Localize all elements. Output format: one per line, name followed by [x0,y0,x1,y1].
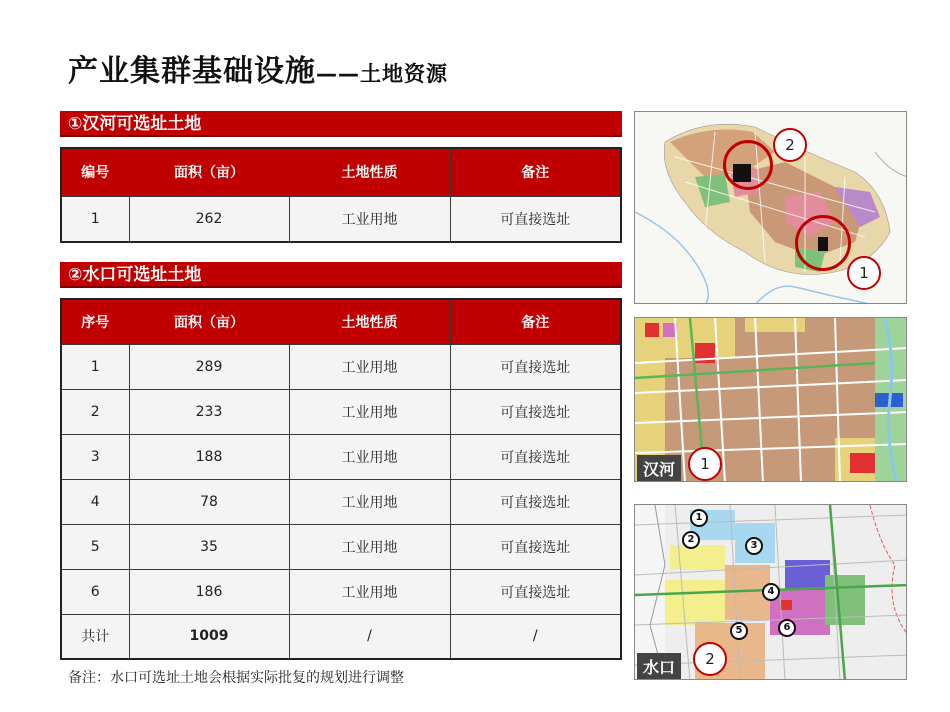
page-title-sub: ——土地资源 [316,62,448,86]
table-cell: 工业用地 [289,434,450,479]
site-marker-1: 1 [847,256,881,290]
table-row [61,524,621,569]
column-header: 面积（亩） [129,299,289,344]
table-cell: 6 [61,569,129,614]
table-cell: 可直接选址 [450,524,621,569]
table-cell: 可直接选址 [450,344,621,389]
table-cell: 5 [61,524,129,569]
table-cell: 188 [129,434,289,479]
footnote: 备注：水口可选址土地会根据实际批复的规划进行调整 [68,670,404,686]
shuikou-detail-map [634,504,907,680]
site-marker-2: 2 [773,128,807,162]
table-cell: 可直接选址 [450,196,621,242]
total-area-cell: 1009 [129,614,289,659]
table-row [61,196,621,242]
column-header: 土地性质 [289,148,450,196]
table-cell: 186 [129,569,289,614]
table-row [61,479,621,524]
table-total-row [61,614,621,659]
site-marker-2: 2 [693,642,727,676]
site-pin-6: 6 [778,619,796,637]
table-cell: 工业用地 [289,344,450,389]
table-header-row [61,148,621,196]
table-cell: 共计 [61,614,129,659]
hanhe-land-table [60,147,622,243]
site-pin-4: 4 [762,583,780,601]
table-cell: 4 [61,479,129,524]
site-highlight-ring [723,140,773,190]
table-cell: 233 [129,389,289,434]
shuikou-land-table [60,298,622,660]
overview-map [634,111,907,304]
table-cell: / [289,614,450,659]
site-pin-3: 3 [745,537,763,555]
table-cell: 78 [129,479,289,524]
table-cell: 3 [61,434,129,479]
table-cell: 工业用地 [289,524,450,569]
column-header: 土地性质 [289,299,450,344]
table-cell: / [450,614,621,659]
site-pin-1: 1 [690,509,708,527]
hanhe-detail-map [634,317,907,482]
table-cell: 工业用地 [289,569,450,614]
site-pin-2: 2 [682,531,700,549]
column-header: 备注 [450,299,621,344]
column-header: 备注 [450,148,621,196]
table-cell: 1 [61,344,129,389]
shuikou-map-label: 水口 [637,653,681,680]
table-cell: 1 [61,196,129,242]
table-row [61,569,621,614]
table-cell: 可直接选址 [450,434,621,479]
table-cell: 工业用地 [289,479,450,524]
table-cell: 2 [61,389,129,434]
table-header-row [61,299,621,344]
table-cell: 工业用地 [289,196,450,242]
table-cell: 可直接选址 [450,479,621,524]
table-cell: 289 [129,344,289,389]
section-hanhe-header: ①汉河可选址土地 [60,111,622,137]
site-pin-5: 5 [730,622,748,640]
hanhe-map-label: 汉河 [637,455,681,482]
table-cell: 262 [129,196,289,242]
column-header: 编号 [61,148,129,196]
table-cell: 可直接选址 [450,389,621,434]
site-marker-1: 1 [688,447,722,481]
table-cell: 可直接选址 [450,569,621,614]
column-header: 面积（亩） [129,148,289,196]
table-row [61,344,621,389]
site-highlight-ring [795,215,851,271]
table-row [61,389,621,434]
column-header: 序号 [61,299,129,344]
table-cell: 工业用地 [289,389,450,434]
page-title [68,46,448,90]
page-title-main: 产业集群基础设施 [68,54,316,89]
table-row [61,434,621,479]
table-cell: 35 [129,524,289,569]
section-shuikou-header: ②水口可选址土地 [60,262,622,288]
